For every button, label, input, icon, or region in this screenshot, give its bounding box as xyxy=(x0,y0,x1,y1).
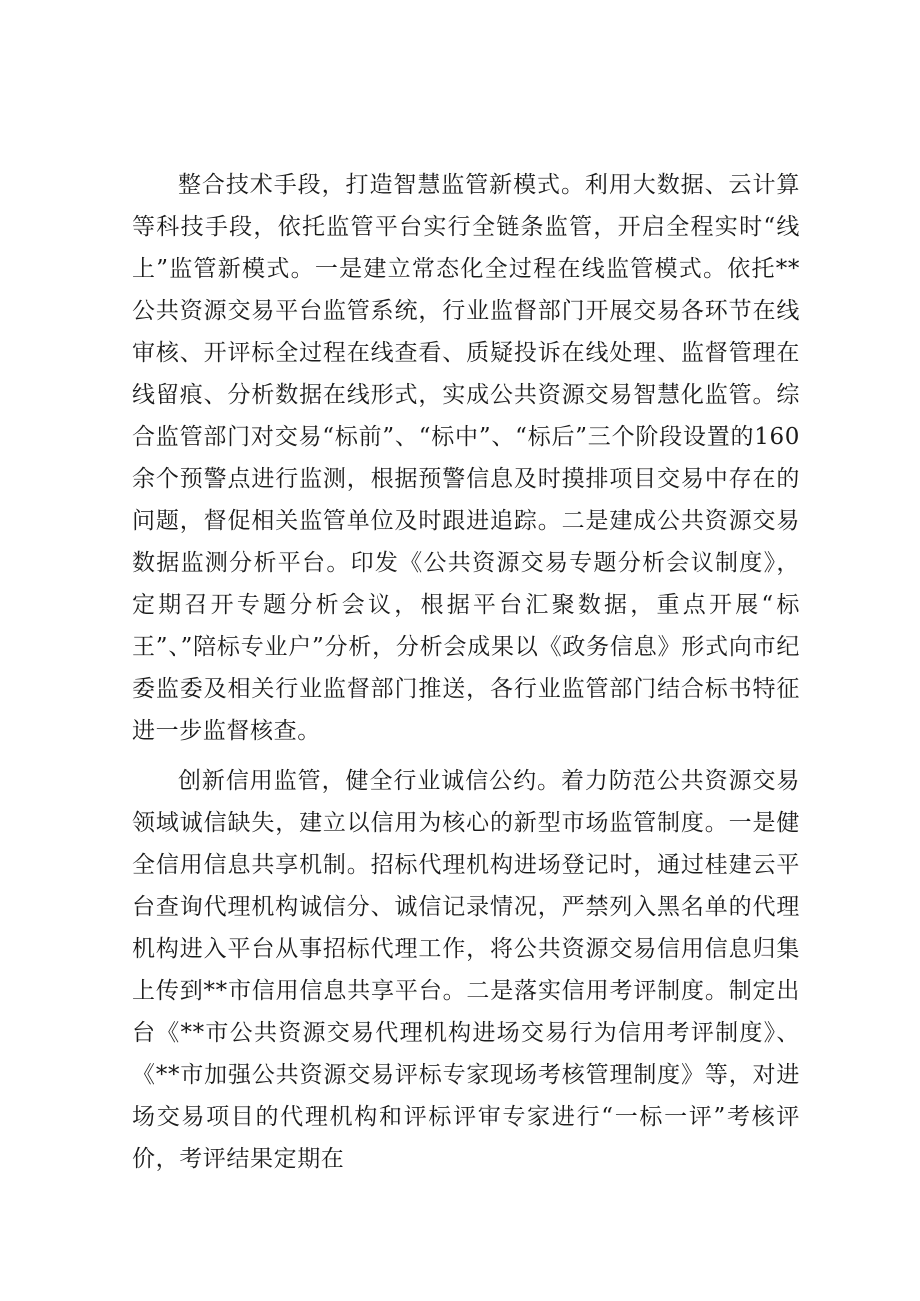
paragraph-smart-supervision: 整合技术手段，打造智慧监管新模式。利用大数据、云计算等科技手段，依托监管平台实行全链条监管，开启全程实时“线上”监管新模式。一是建立常态化全过程在线监管模式。依托**公共资源交易平台监管系统，行业监督部门开展交易各环节在线审核、开评标全过程在线查看、质疑投诉在线处理、监督管理在线留痕、分析数据在线形式，实成公共资源交易智慧化监管。综合监管部门对交易“标前”、“标中”、“标后”三个阶段设置的160余个预警点进行监测，根据预警信息及时摸排项目交易中存在的问题，督促相关监管单位及时跟进追踪。二是建成公共资源交易数据监测分析平台。印发《公共资源交易专题分析会议制度》，定期召开专题分析会议，根据平台汇聚数据，重点开展“标王”、”陪标专业户”分析，分析会成果以《政务信息》形式向市纪委监委及相关行业监督部门推送，各行业监管部门结合标书特征进一步监督核查。 xyxy=(132,172,800,744)
document-body xyxy=(132,164,800,1180)
paragraph-credit-supervision: 创新信用监管，健全行业诚信公约。着力防范公共资源交易领域诚信缺失，建立以信用为核心的新型市场监管制度。一是健全信用信息共享机制。招标代理机构进场登记时，通过桂建云平台查询代理机构诚信分、诚信记录情况，严禁列入黑名单的代理机构进入平台从事招标代理工作，将公共资源交易信用信息归集上传到**市信用信息共享平台。二是落实信用考评制度。制定出台《**市公共资源交易代理机构进场交易行为信用考评制度》、《**市加强公共资源交易评标专家现场考核管理制度》等，对进场交易项目的代理机构和评标评审专家进行“一标一评”考核评价，考评结果定期在 xyxy=(132,768,800,1172)
